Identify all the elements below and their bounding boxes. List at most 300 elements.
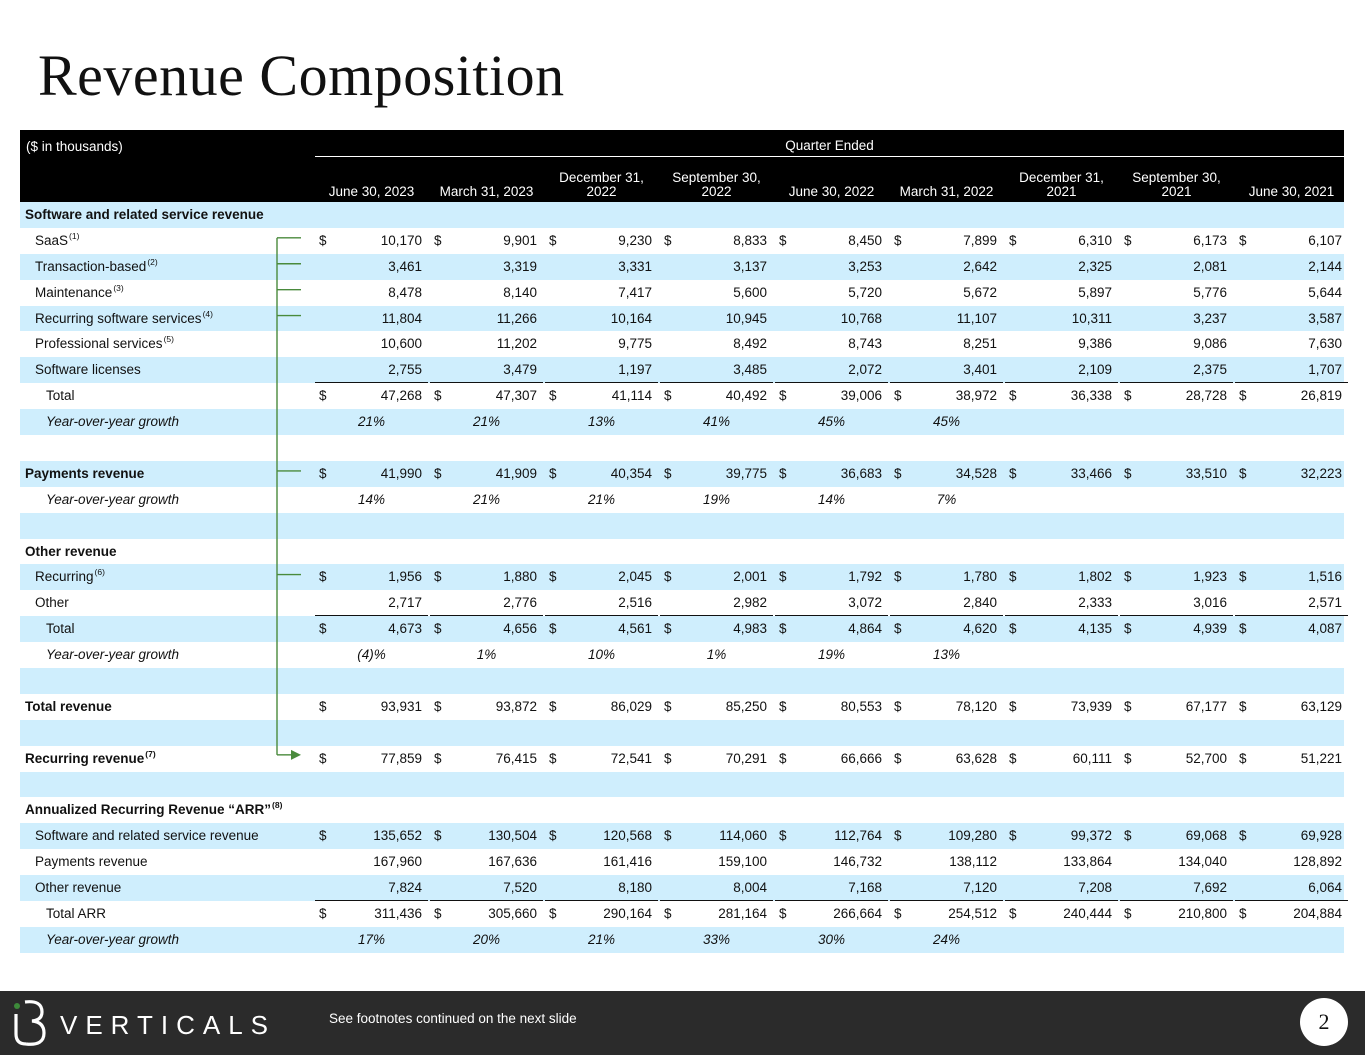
table-cell	[1005, 409, 1118, 435]
dollar-sign: $	[319, 569, 327, 585]
cell-value: 3,461	[388, 258, 422, 274]
cell-value: 67,177	[1185, 698, 1227, 714]
table-cell	[430, 642, 543, 668]
table-cell	[890, 409, 1003, 435]
table-cell	[545, 487, 658, 513]
cell-value: 4,135	[1078, 621, 1112, 637]
table-cell	[660, 875, 773, 901]
table-row	[20, 409, 1344, 435]
column-header: December 31, 2022	[559, 170, 644, 199]
table-cell	[890, 357, 1003, 383]
cell-value: 120,568	[603, 828, 652, 844]
table-cell	[545, 849, 658, 875]
cell-value: 47,307	[495, 388, 537, 404]
dollar-sign: $	[1009, 750, 1017, 766]
cell-value: 11,202	[496, 336, 537, 352]
cell-value: 2,081	[1193, 258, 1227, 274]
dollar-sign: $	[779, 232, 787, 248]
column-header: September 30, 2022	[672, 170, 761, 199]
table-cell	[545, 927, 658, 953]
cell-value: 2,840	[963, 595, 997, 611]
dollar-sign: $	[894, 828, 902, 844]
table-cell	[660, 590, 773, 616]
table-cell	[660, 280, 773, 306]
dollar-sign: $	[549, 906, 557, 922]
column-header: June 30, 2022	[788, 184, 875, 199]
cell-value: 2,072	[848, 362, 882, 378]
footnote-ref: (6)	[94, 567, 105, 578]
table-cell	[315, 409, 428, 435]
cell-value: 2,045	[618, 569, 652, 585]
table-cell	[660, 254, 773, 280]
cell-value: 7,120	[963, 880, 997, 896]
cell-value: 114,060	[719, 828, 767, 844]
cell-value: 3,331	[618, 258, 652, 274]
cell-value: 2,982	[733, 595, 767, 611]
cell-value: 2,571	[1308, 595, 1342, 611]
dollar-sign: $	[1239, 465, 1247, 481]
table-cell	[890, 306, 1003, 332]
cell-value: 134,040	[1178, 854, 1227, 870]
table-cell	[890, 280, 1003, 306]
cell-value: 3,016	[1193, 595, 1227, 611]
cell-value: 5,776	[1193, 284, 1227, 300]
cell-value: 52,700	[1185, 750, 1227, 766]
table-cell	[545, 383, 658, 409]
table-cell	[1235, 280, 1348, 306]
table-cell	[1120, 746, 1233, 772]
cell-value: 45%	[817, 414, 846, 430]
cell-value: 51,221	[1300, 750, 1342, 766]
table-row	[20, 383, 1344, 409]
row-label: Professional services$^{(5)}$	[35, 334, 174, 352]
table-cell	[1005, 875, 1118, 901]
cell-value: 77,859	[380, 750, 422, 766]
cell-value: 8,251	[963, 336, 997, 352]
cell-value: 86,029	[610, 698, 652, 714]
row-label: Software licenses	[35, 362, 141, 378]
dollar-sign: $	[894, 388, 902, 404]
dollar-sign: $	[1124, 698, 1132, 714]
table-cell	[1005, 487, 1118, 513]
cell-value: 10,170	[380, 232, 422, 248]
table-cell	[890, 331, 1003, 357]
dollar-sign: $	[549, 621, 557, 637]
cell-value: 7,824	[388, 880, 422, 896]
table-cell	[1235, 228, 1348, 254]
dollar-sign: $	[434, 906, 442, 922]
table-cell	[545, 746, 658, 772]
row-label: Payments revenue	[25, 465, 145, 481]
dollar-sign: $	[1009, 465, 1017, 481]
cell-value: 9,386	[1078, 336, 1112, 352]
row-label: Annualized Recurring Revenue “ARR”$^{(8)}$	[25, 800, 283, 818]
cell-value: 7,168	[848, 880, 882, 896]
cell-value: 72,541	[610, 750, 652, 766]
table-cell	[775, 901, 888, 927]
dollar-sign: $	[549, 750, 557, 766]
dollar-sign: $	[779, 906, 787, 922]
cell-value: 3,072	[848, 595, 882, 611]
cell-value: 30%	[817, 931, 846, 947]
table-cell	[1005, 616, 1118, 642]
table-cell	[1005, 823, 1118, 849]
cell-value: 7%	[936, 491, 957, 507]
table-cell	[430, 383, 543, 409]
column-header: September 30, 2021	[1132, 170, 1221, 199]
table-cell	[660, 383, 773, 409]
table-cell	[1235, 564, 1348, 590]
table-cell	[890, 254, 1003, 280]
cell-value: 1%	[476, 647, 497, 663]
table-cell	[775, 331, 888, 357]
dollar-sign: $	[319, 388, 327, 404]
cell-value: 19%	[817, 647, 846, 663]
table-cell	[545, 357, 658, 383]
cell-value: 167,960	[373, 854, 422, 870]
cell-value: 4,864	[848, 621, 882, 637]
dollar-sign: $	[779, 621, 787, 637]
table-cell	[545, 694, 658, 720]
cell-value: 1%	[706, 647, 727, 663]
dollar-sign: $	[664, 569, 672, 585]
page-title: Revenue Composition	[38, 43, 565, 108]
dollar-sign: $	[319, 465, 327, 481]
dollar-sign: $	[894, 906, 902, 922]
cell-value: 5,720	[848, 284, 882, 300]
table-cell	[775, 590, 888, 616]
table-cell	[1235, 331, 1348, 357]
cell-value: 10,945	[725, 310, 767, 326]
dollar-sign: $	[319, 698, 327, 714]
table-row	[20, 254, 1344, 280]
table-cell	[1235, 487, 1348, 513]
row-label: Year-over-year growth	[46, 491, 180, 507]
table-cell	[1005, 461, 1118, 487]
row-label: Transaction-based$^{(2)}$	[35, 256, 158, 274]
table-cell	[1120, 280, 1233, 306]
cell-value: 8,492	[733, 336, 767, 352]
table-cell	[890, 694, 1003, 720]
row-label: Total revenue	[25, 698, 112, 714]
cell-value: 138,112	[949, 854, 997, 870]
cell-value: 21%	[587, 931, 616, 947]
table-cell	[1005, 590, 1118, 616]
cell-value: 6,107	[1308, 232, 1342, 248]
cell-value: 161,416	[603, 854, 652, 870]
table-cell	[1005, 383, 1118, 409]
table-header	[20, 130, 1344, 202]
table-row	[20, 746, 1344, 772]
footnote-ref: (5)	[163, 334, 174, 345]
table-cell	[1235, 590, 1348, 616]
table-cell	[315, 383, 428, 409]
table-cell	[890, 849, 1003, 875]
cell-value: 4,939	[1193, 621, 1227, 637]
dollar-sign: $	[319, 232, 327, 248]
cell-value: 266,664	[833, 906, 882, 922]
table-cell	[775, 746, 888, 772]
dollar-sign: $	[434, 750, 442, 766]
cell-value: 28,728	[1185, 388, 1227, 404]
cell-value: 60,111	[1072, 750, 1112, 766]
dollar-sign: $	[434, 232, 442, 248]
table-cell	[1235, 306, 1348, 332]
cell-value: 5,644	[1308, 284, 1342, 300]
cell-value: 69,068	[1185, 828, 1227, 844]
column-header: June 30, 2021	[1248, 184, 1335, 199]
dollar-sign: $	[1124, 465, 1132, 481]
table-cell	[430, 409, 543, 435]
table-cell	[1120, 461, 1233, 487]
cell-value: 9,775	[618, 336, 652, 352]
table-cell	[430, 694, 543, 720]
table-cell	[1005, 564, 1118, 590]
table-cell	[775, 927, 888, 953]
table-cell	[1120, 901, 1233, 927]
table-cell	[315, 642, 428, 668]
table-cell	[1120, 823, 1233, 849]
dollar-sign: $	[779, 465, 787, 481]
table-cell	[775, 228, 888, 254]
column-header: December 31, 2021	[1019, 170, 1104, 199]
dollar-sign: $	[894, 621, 902, 637]
table-cell	[545, 590, 658, 616]
table-cell	[775, 849, 888, 875]
table-cell	[660, 564, 773, 590]
row-label: Total ARR	[46, 906, 107, 922]
i3-logo-icon	[12, 996, 52, 1050]
cell-value: 4,673	[388, 621, 422, 637]
cell-value: 210,800	[1178, 906, 1227, 922]
row-label: Recurring revenue$^{(7)}$	[25, 748, 156, 766]
table-cell	[1120, 616, 1233, 642]
cell-value: 41,990	[380, 465, 422, 481]
cell-value: 1,923	[1193, 569, 1227, 585]
table-cell	[1120, 254, 1233, 280]
table-cell	[775, 875, 888, 901]
dollar-sign: $	[894, 465, 902, 481]
cell-value: 8,004	[733, 880, 767, 896]
table-cell	[775, 383, 888, 409]
table-row	[20, 875, 1344, 901]
table-cell	[430, 357, 543, 383]
table-cell	[430, 823, 543, 849]
cell-value: 10,600	[380, 336, 422, 352]
cell-value: (4)%	[357, 647, 386, 663]
cell-value: 21%	[472, 491, 501, 507]
cell-value: 34,528	[955, 465, 997, 481]
cell-value: 2,333	[1078, 595, 1112, 611]
cell-value: 159,100	[718, 854, 767, 870]
cell-value: 281,164	[718, 906, 767, 922]
table-cell	[890, 616, 1003, 642]
dollar-sign: $	[779, 569, 787, 585]
table-cell	[890, 564, 1003, 590]
table-cell	[890, 823, 1003, 849]
dollar-sign: $	[1009, 388, 1017, 404]
table-cell	[890, 590, 1003, 616]
cell-value: 7,208	[1078, 880, 1112, 896]
row-label: Maintenance$^{(3)}$	[35, 282, 124, 300]
cell-value: 133,864	[1063, 854, 1112, 870]
cell-value: 1,956	[388, 569, 422, 585]
table-cell	[1005, 280, 1118, 306]
cell-value: 70,291	[725, 750, 767, 766]
cell-value: 7,899	[963, 232, 997, 248]
table-row	[20, 228, 1344, 254]
table-cell	[775, 487, 888, 513]
table-cell	[315, 849, 428, 875]
table-cell	[890, 461, 1003, 487]
dollar-sign: $	[1009, 828, 1017, 844]
cell-value: 2,776	[503, 595, 537, 611]
table-cell	[1120, 927, 1233, 953]
cell-value: 3,137	[733, 258, 767, 274]
dollar-sign: $	[434, 465, 442, 481]
table-cell	[890, 927, 1003, 953]
table-cell	[430, 616, 543, 642]
table-cell	[1120, 383, 1233, 409]
footnote-ref: (1)	[69, 230, 80, 241]
table-cell	[1120, 642, 1233, 668]
table-cell	[775, 461, 888, 487]
cell-value: 135,652	[373, 828, 422, 844]
table-cell	[315, 461, 428, 487]
dollar-sign: $	[664, 232, 672, 248]
cell-value: 254,512	[948, 906, 997, 922]
table-cell	[545, 254, 658, 280]
table-cell	[430, 927, 543, 953]
dollar-sign: $	[1124, 388, 1132, 404]
row-label: Recurring software services$^{(4)}$	[35, 308, 213, 326]
cell-value: 204,884	[1293, 906, 1342, 922]
table-cell	[1120, 487, 1233, 513]
table-row	[20, 616, 1344, 642]
cell-value: 2,375	[1193, 362, 1227, 378]
cell-value: 6,310	[1078, 232, 1112, 248]
table-cell	[545, 616, 658, 642]
footnote-ref: (8)	[272, 800, 283, 811]
cell-value: 10,164	[610, 310, 652, 326]
table-row	[20, 772, 1344, 798]
cell-value: 311,436	[374, 906, 422, 922]
cell-value: 4,983	[733, 621, 767, 637]
cell-value: 240,444	[1063, 906, 1112, 922]
dollar-sign: $	[434, 569, 442, 585]
table-cell	[660, 487, 773, 513]
cell-value: 13%	[932, 647, 961, 663]
table-row	[20, 202, 1344, 228]
table-cell	[545, 331, 658, 357]
row-label: Other revenue	[25, 543, 117, 559]
cell-value: 85,250	[725, 698, 767, 714]
table-cell	[545, 901, 658, 927]
cell-value: 40,354	[610, 465, 652, 481]
table-cell	[1120, 875, 1233, 901]
table-row	[20, 901, 1344, 927]
table-cell	[775, 357, 888, 383]
cell-value: 290,164	[603, 906, 652, 922]
cell-value: 2,717	[388, 595, 422, 611]
table-cell	[1235, 357, 1348, 383]
footnote-ref: (2)	[147, 256, 158, 267]
cell-value: 1,516	[1308, 569, 1342, 585]
cell-value: 8,743	[848, 336, 882, 352]
cell-value: 7,520	[503, 880, 537, 896]
dollar-sign: $	[549, 388, 557, 404]
cell-value: 33%	[702, 931, 731, 947]
table-cell	[1005, 254, 1118, 280]
cell-value: 3,319	[503, 258, 537, 274]
dollar-sign: $	[434, 388, 442, 404]
table-cell	[1120, 306, 1233, 332]
table-cell	[1005, 228, 1118, 254]
row-label: Payments revenue	[35, 854, 148, 870]
table-row	[20, 668, 1344, 694]
table-cell	[315, 228, 428, 254]
table-cell	[1120, 590, 1233, 616]
cell-value: 24%	[932, 931, 961, 947]
table-cell	[1005, 642, 1118, 668]
dollar-sign: $	[779, 828, 787, 844]
dollar-sign: $	[894, 232, 902, 248]
table-cell	[430, 254, 543, 280]
dollar-sign: $	[664, 828, 672, 844]
dollar-sign: $	[1009, 621, 1017, 637]
footnote-text: See footnotes continued on the next slide	[329, 1011, 577, 1026]
table-cell	[1120, 357, 1233, 383]
table-cell	[775, 306, 888, 332]
cell-value: 2,144	[1308, 258, 1342, 274]
cell-value: 13%	[587, 414, 616, 430]
dollar-sign: $	[664, 621, 672, 637]
table-row	[20, 927, 1344, 953]
table-cell	[660, 228, 773, 254]
footnote-ref: (7)	[145, 748, 156, 759]
cell-value: 5,672	[963, 284, 997, 300]
cell-value: 109,280	[948, 828, 997, 844]
cell-value: 3,253	[848, 258, 882, 274]
cell-value: 3,479	[503, 362, 537, 378]
column-header: March 31, 2023	[439, 184, 534, 199]
table-cell	[315, 823, 428, 849]
table-row	[20, 590, 1344, 616]
dollar-sign: $	[1124, 906, 1132, 922]
table-row	[20, 280, 1344, 306]
row-label: Recurring$^{(6)}$	[35, 567, 105, 585]
cell-value: 63,129	[1300, 698, 1342, 714]
table-cell	[545, 228, 658, 254]
table-cell	[1005, 694, 1118, 720]
row-label: Year-over-year growth	[46, 414, 180, 430]
cell-value: 6,173	[1193, 232, 1227, 248]
cell-value: 305,660	[488, 906, 537, 922]
row-label: Other revenue	[35, 880, 122, 896]
cell-value: 2,001	[733, 569, 767, 585]
table-cell	[890, 875, 1003, 901]
dollar-sign: $	[1124, 569, 1132, 585]
dollar-sign: $	[1009, 232, 1017, 248]
table-cell	[430, 901, 543, 927]
cell-value: 39,775	[725, 465, 767, 481]
table-row	[20, 539, 1344, 565]
table-cell	[1005, 357, 1118, 383]
table-cell	[1005, 849, 1118, 875]
table-cell	[890, 228, 1003, 254]
cell-value: 26,819	[1300, 388, 1342, 404]
table-cell	[430, 461, 543, 487]
